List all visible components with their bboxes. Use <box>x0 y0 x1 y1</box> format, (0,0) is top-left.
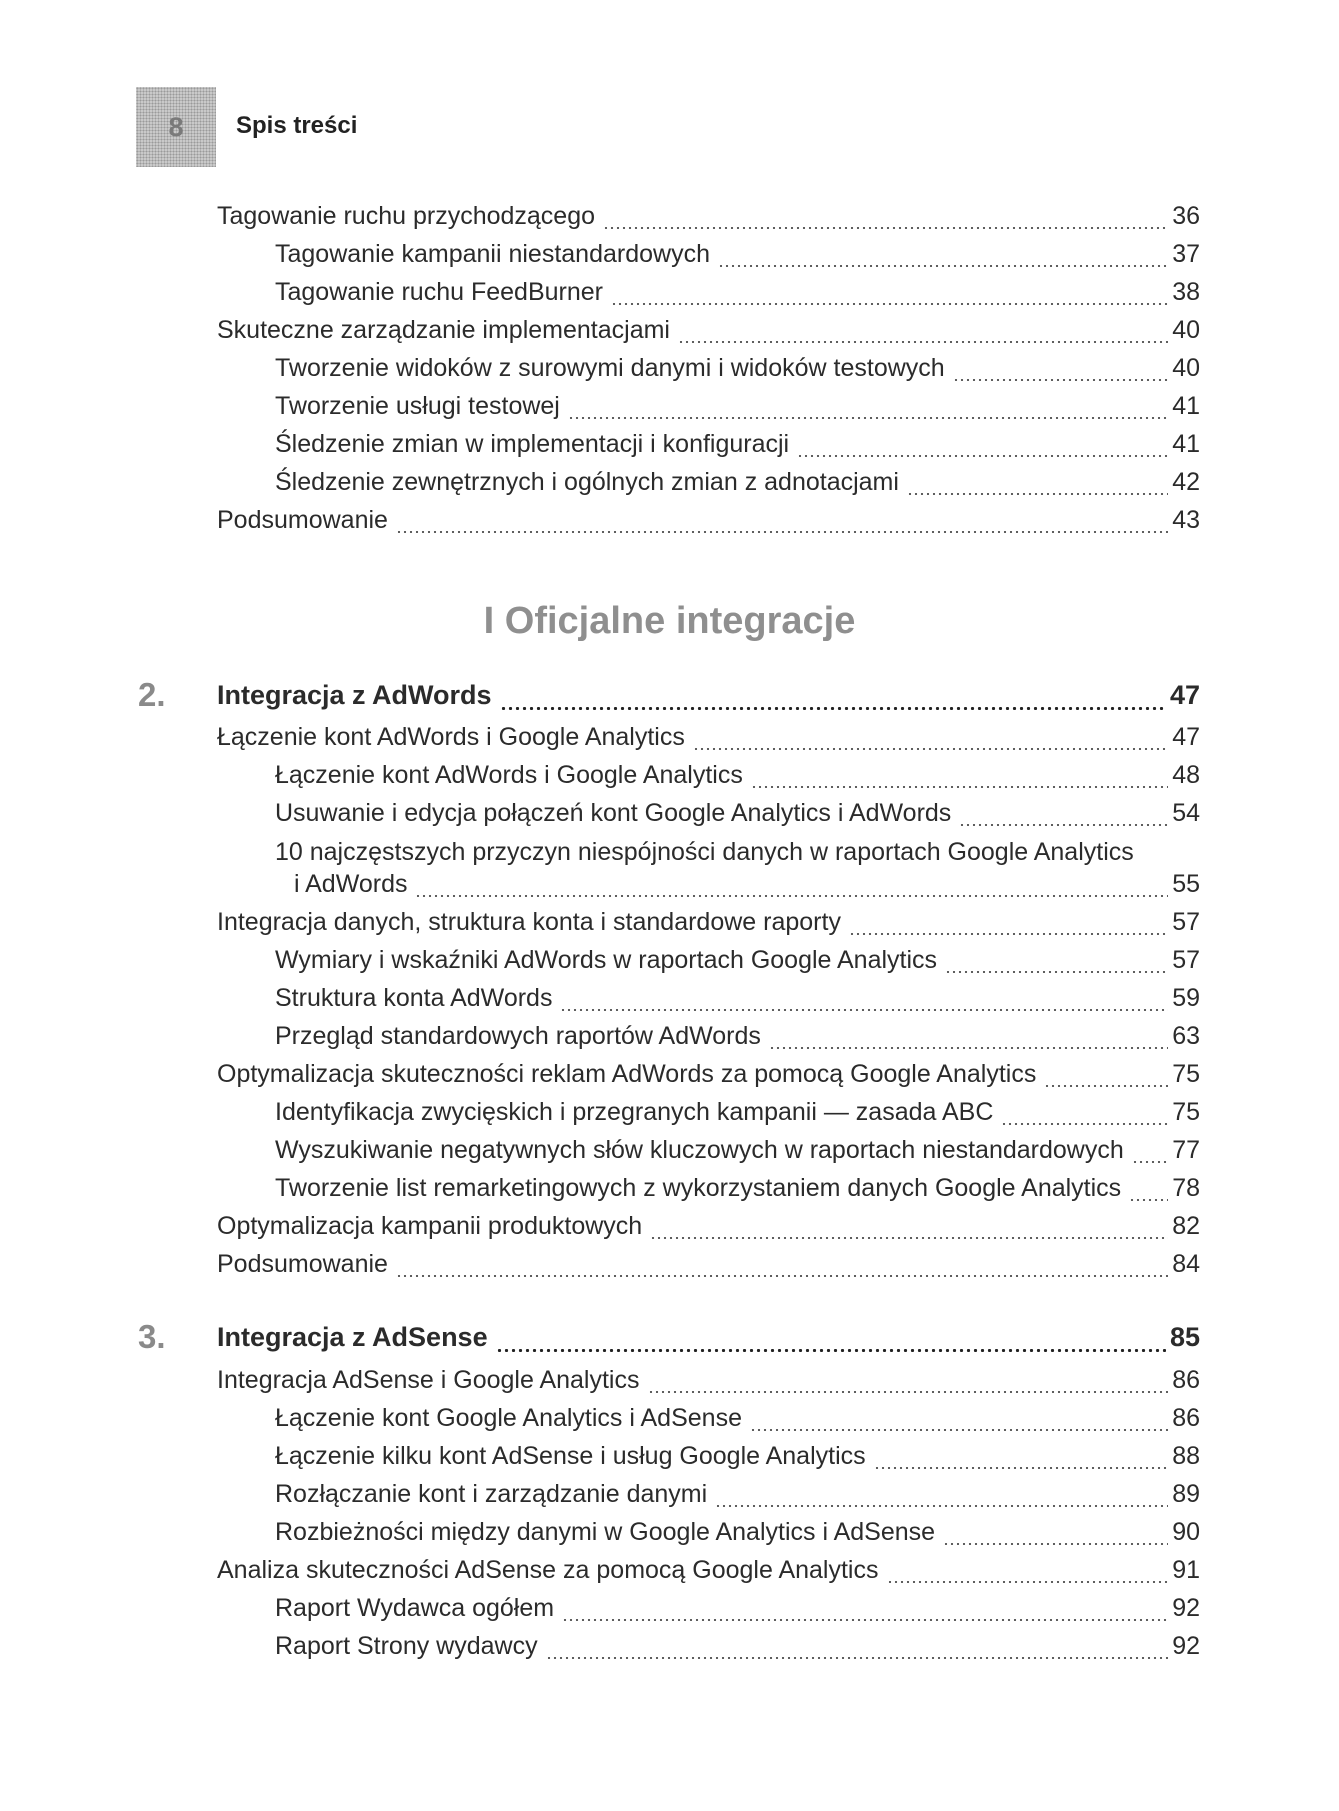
toc-entry-page: 92 <box>1172 1632 1200 1660</box>
toc-entry[interactable] <box>0 1404 1339 1440</box>
dot-leader <box>396 531 1168 533</box>
dot-leader <box>874 1467 1169 1469</box>
toc-entry-page: 37 <box>1172 240 1200 268</box>
dot-leader <box>797 455 1168 457</box>
dot-leader <box>953 379 1169 381</box>
toc-entry-title: Raport Wydawca ogółem <box>275 1594 562 1623</box>
toc-entry-title: Identyfikacja zwycięskich i przegranych kampanii — zasada ABC <box>275 1098 1001 1127</box>
toc-entry-title: Raport Strony wydawcy <box>275 1632 546 1661</box>
toc-entry[interactable] <box>0 202 1339 238</box>
toc-entry[interactable] <box>0 1174 1339 1210</box>
toc-entry-title: Łączenie kont Google Analytics i AdSense <box>275 1404 750 1433</box>
toc-entry-page: 89 <box>1172 1480 1200 1508</box>
toc-entry-title: Skuteczne zarządzanie implementacjami <box>217 316 678 345</box>
toc-entry-page: 57 <box>1172 946 1200 974</box>
dot-leader <box>887 1581 1169 1583</box>
dot-leader <box>396 1275 1168 1277</box>
dot-leader <box>693 748 1168 750</box>
toc-entry-page: 40 <box>1172 316 1200 344</box>
toc-entry-title: Integracja AdSense i Google Analytics <box>217 1366 648 1395</box>
toc-entry[interactable] <box>0 354 1339 390</box>
dot-leader <box>907 493 1168 495</box>
toc-entry[interactable] <box>0 908 1339 944</box>
toc-entry[interactable] <box>0 1098 1339 1134</box>
dot-leader <box>496 1349 1166 1352</box>
toc-entry-title: Rozłączanie kont i zarządzanie danymi <box>275 1480 715 1509</box>
toc-entry-title: Łączenie kont AdWords i Google Analytics <box>275 761 751 790</box>
toc-entry-title: Wymiary i wskaźniki AdWords w raportach Google Analytics <box>275 946 945 975</box>
toc-entry[interactable] <box>0 946 1339 982</box>
toc-entry-title: Tworzenie usługi testowej <box>275 392 568 421</box>
dot-leader <box>1001 1123 1168 1125</box>
chapter-number: 3. <box>138 1318 166 1355</box>
toc-entry[interactable] <box>0 1250 1339 1286</box>
toc-entry-title: Śledzenie zewnętrznych i ogólnych zmian z adnotacjami <box>275 468 907 497</box>
toc-entry-title: Optymalizacja kampanii produktowych <box>217 1212 650 1241</box>
toc-entry-page: 84 <box>1172 1250 1200 1278</box>
toc-entry-page: 75 <box>1172 1098 1200 1126</box>
toc-entry[interactable] <box>0 1442 1339 1478</box>
dot-leader <box>650 1237 1168 1239</box>
toc-entry-page: 59 <box>1172 984 1200 1012</box>
toc-entry-page: 75 <box>1172 1060 1200 1088</box>
toc-entry-page: 47 <box>1172 723 1200 751</box>
running-title: Spis treści <box>236 112 358 139</box>
toc-entry-title: Przegląd standardowych raportów AdWords <box>275 1022 769 1051</box>
toc-entry-title: Śledzenie zmian w implementacji i konfiguracji <box>275 430 797 459</box>
dot-leader <box>715 1505 1168 1507</box>
toc-entry-page: 82 <box>1172 1212 1200 1240</box>
toc-entry-page: 88 <box>1172 1442 1200 1470</box>
toc-entry-page: 43 <box>1172 506 1200 534</box>
dot-leader <box>1129 1199 1168 1201</box>
toc-entry-title: Rozbieżności między danymi w Google Analytics i AdSense <box>275 1518 943 1547</box>
dot-leader <box>562 1619 1168 1621</box>
dot-leader <box>560 1009 1168 1011</box>
chapter-title: Integracja z AdSense <box>217 1322 496 1353</box>
toc-entry-title: Usuwanie i edycja połączeń kont Google Analytics i AdWords <box>275 799 959 828</box>
toc-entry[interactable] <box>0 1518 1339 1554</box>
dot-leader <box>611 303 1168 305</box>
toc-entry-title: Łączenie kilku kont AdSense i usług Google Analytics <box>275 1442 874 1471</box>
toc-entry-page: 54 <box>1172 799 1200 827</box>
toc-entry-page: 86 <box>1172 1404 1200 1432</box>
toc-entry[interactable] <box>0 392 1339 428</box>
toc-entry[interactable] <box>0 1060 1339 1096</box>
toc-entry-page: 90 <box>1172 1518 1200 1546</box>
toc-entry-title: Optymalizacja skuteczności reklam AdWords za pomocą Google Analytics <box>217 1060 1044 1089</box>
toc-entry-title: Podsumowanie <box>217 1250 396 1279</box>
chapter-page: 85 <box>1169 1322 1200 1352</box>
toc-entry-title: Tagowanie ruchu przychodzącego <box>217 202 603 231</box>
chapter-page: 47 <box>1169 680 1200 710</box>
dot-leader <box>500 707 1166 710</box>
toc-entry-title: Tworzenie widoków z surowymi danymi i widoków testowych <box>275 354 953 383</box>
dot-leader <box>415 895 1168 897</box>
toc-entry-title: i AdWords <box>294 870 415 899</box>
toc-entry-page: 36 <box>1172 202 1200 230</box>
dot-leader <box>568 417 1168 419</box>
dot-leader <box>546 1657 1169 1659</box>
toc-entry-title: Analiza skuteczności AdSense za pomocą Google Analytics <box>217 1556 887 1585</box>
toc-entry-title: Tagowanie kampanii niestandardowych <box>275 240 718 269</box>
toc-entry-page: 86 <box>1172 1366 1200 1394</box>
dot-leader <box>769 1047 1168 1049</box>
dot-leader <box>648 1391 1169 1393</box>
toc-entry-page: 41 <box>1172 392 1200 420</box>
toc-entry-page: 63 <box>1172 1022 1200 1050</box>
dot-leader <box>945 971 1168 973</box>
toc-entry-title: Podsumowanie <box>217 506 396 535</box>
toc-entry-page: 48 <box>1172 761 1200 789</box>
dot-leader <box>943 1543 1168 1545</box>
dot-leader <box>849 933 1168 935</box>
dot-leader <box>1132 1161 1168 1163</box>
dot-leader <box>1044 1085 1168 1087</box>
toc-entry-title: Struktura konta AdWords <box>275 984 560 1013</box>
toc-entry[interactable] <box>0 761 1339 797</box>
toc-entry[interactable] <box>0 316 1339 352</box>
toc-entry[interactable] <box>0 1594 1339 1630</box>
toc-entry-page: 57 <box>1172 908 1200 936</box>
toc-entry-page: 41 <box>1172 430 1200 458</box>
chapter-heading[interactable] <box>0 680 1339 720</box>
page-number-box <box>136 87 216 167</box>
toc-entry-title: Tworzenie list remarketingowych z wykorzystaniem danych Google Analytics <box>275 1174 1129 1203</box>
toc-entry-page: 38 <box>1172 278 1200 306</box>
toc-entry[interactable] <box>0 1366 1339 1402</box>
chapter-number: 2. <box>138 676 166 713</box>
toc-entry[interactable] <box>0 468 1339 504</box>
toc-entry-page: 78 <box>1172 1174 1200 1202</box>
toc-entry[interactable] <box>0 506 1339 542</box>
toc-entry-page: 55 <box>1172 870 1200 898</box>
toc-entry[interactable] <box>0 1022 1339 1058</box>
toc-entry[interactable] <box>0 723 1339 759</box>
dot-leader <box>751 786 1168 788</box>
toc-entry-page: 42 <box>1172 468 1200 496</box>
toc-entry[interactable] <box>0 984 1339 1020</box>
toc-entry[interactable] <box>0 1212 1339 1248</box>
toc-entry[interactable] <box>0 278 1339 314</box>
dot-leader <box>603 227 1168 229</box>
toc-entry-page: 91 <box>1172 1556 1200 1584</box>
toc-entry-title: Tagowanie ruchu FeedBurner <box>275 278 611 307</box>
toc-entry[interactable] <box>0 1632 1339 1668</box>
chapter-title: Integracja z AdWords <box>217 680 500 711</box>
toc-entry-title-line1[interactable]: 10 najczęstszych przyczyn niespójności danych w raportach Google Analytics <box>275 838 1134 866</box>
part-title: I Oficjalne integracje <box>483 600 856 642</box>
toc-entry[interactable] <box>0 870 1339 906</box>
toc-entry[interactable] <box>0 240 1339 276</box>
page-number: 8 <box>168 111 184 142</box>
toc-entry-title: Wyszukiwanie negatywnych słów kluczowych w raportach niestandardowych <box>275 1136 1132 1165</box>
toc-entry-page: 40 <box>1172 354 1200 382</box>
dot-leader <box>750 1429 1168 1431</box>
toc-entry-title: Integracja danych, struktura konta i standardowe raporty <box>217 908 849 937</box>
toc-entry-title: Łączenie kont AdWords i Google Analytics <box>217 723 693 752</box>
toc-entry-page: 92 <box>1172 1594 1200 1622</box>
dot-leader <box>959 824 1168 826</box>
toc-entry-page: 77 <box>1172 1136 1200 1164</box>
toc-entry[interactable] <box>0 1556 1339 1592</box>
chapter-heading[interactable] <box>0 1322 1339 1362</box>
dot-leader <box>678 341 1168 343</box>
dot-leader <box>718 265 1168 267</box>
toc-entry[interactable] <box>0 1480 1339 1516</box>
toc-entry[interactable] <box>0 799 1339 835</box>
toc-entry[interactable] <box>0 1136 1339 1172</box>
toc-entry[interactable] <box>0 430 1339 466</box>
